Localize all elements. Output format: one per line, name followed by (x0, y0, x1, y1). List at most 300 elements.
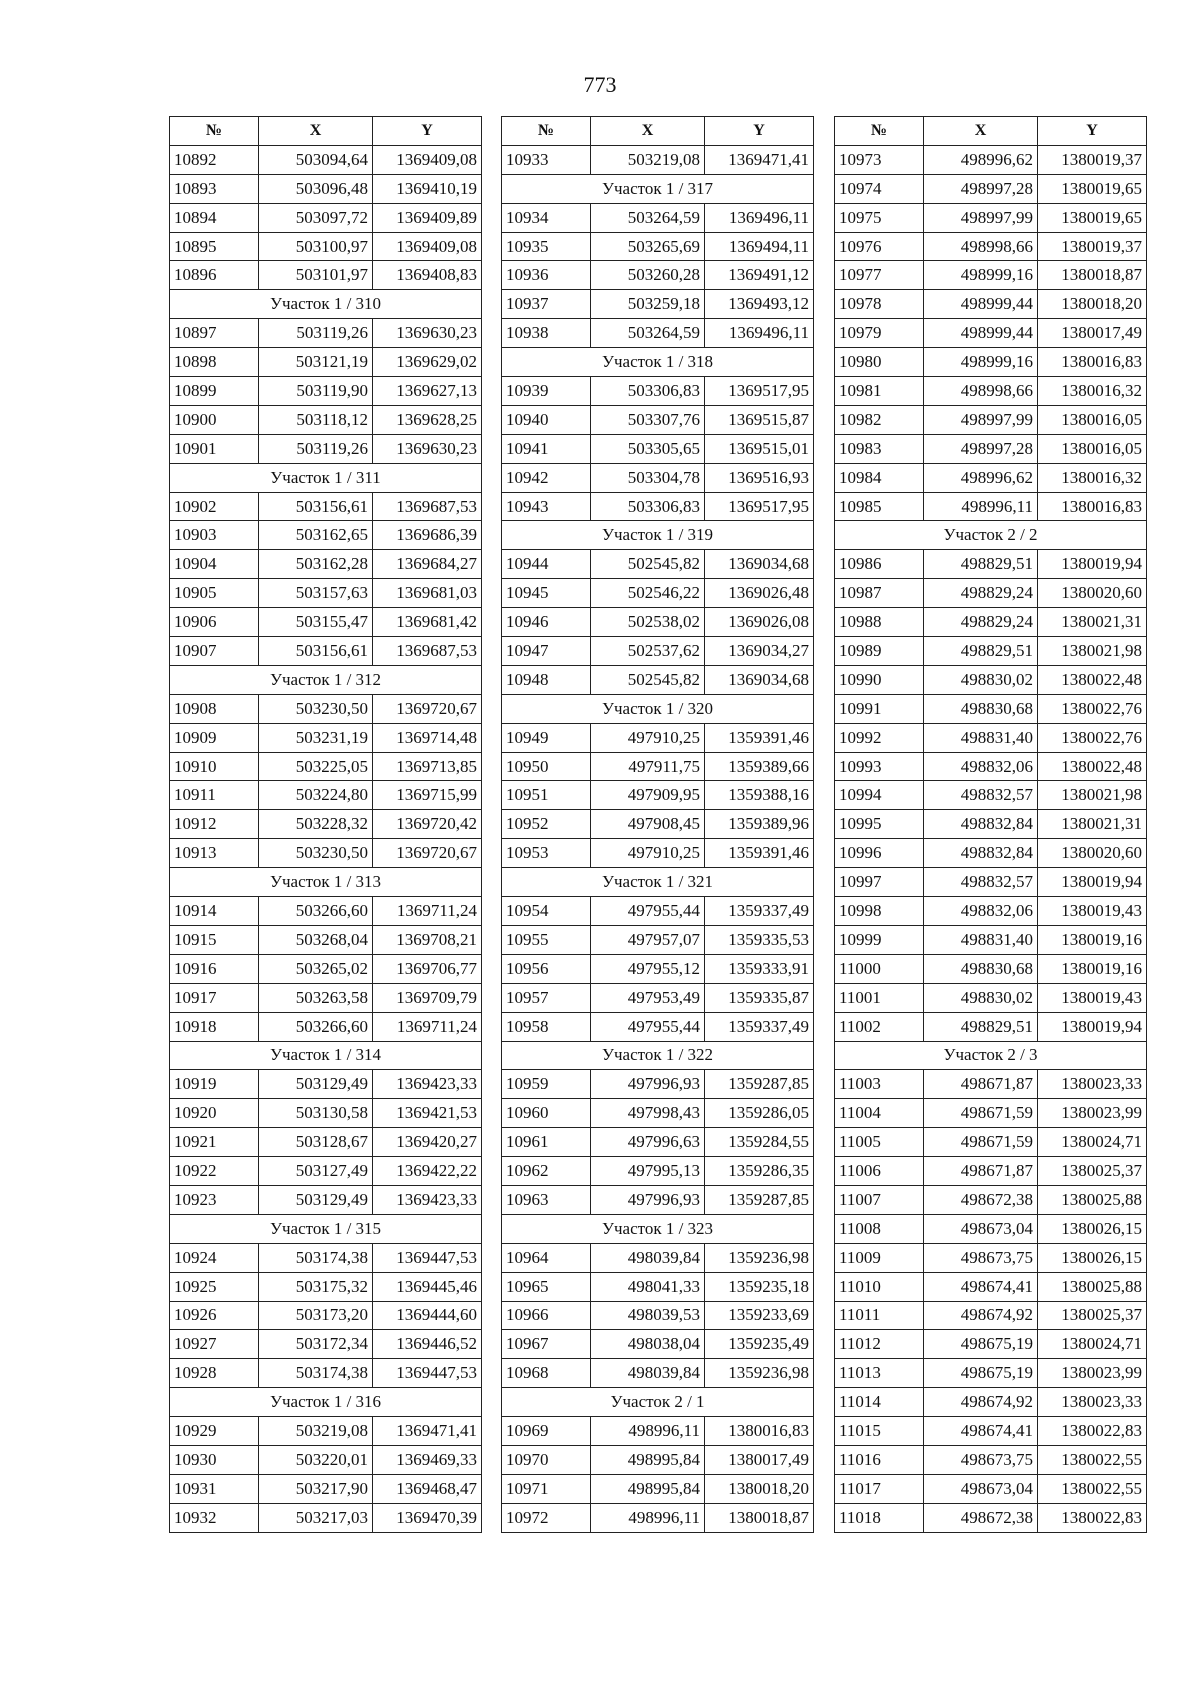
table-row (835, 897, 1147, 926)
x-coordinate: 503268,04 (259, 925, 373, 954)
x-coordinate: 503224,80 (259, 781, 373, 810)
x-coordinate: 498674,41 (924, 1417, 1038, 1446)
point-number: 10926 (170, 1301, 259, 1330)
table-row (502, 434, 814, 463)
table-row (170, 348, 482, 377)
x-coordinate: 498996,11 (591, 1417, 705, 1446)
y-coordinate: 1380019,43 (1038, 983, 1147, 1012)
y-coordinate: 1369630,23 (373, 319, 482, 348)
table-row (502, 550, 814, 579)
point-number: 10963 (502, 1185, 591, 1214)
table-row (835, 1185, 1147, 1214)
point-number: 11015 (835, 1417, 924, 1446)
table-row (170, 174, 482, 203)
x-coordinate: 502545,82 (591, 665, 705, 694)
x-coordinate: 502546,22 (591, 579, 705, 608)
x-coordinate: 503118,12 (259, 405, 373, 434)
table-row (835, 1070, 1147, 1099)
point-number: 10958 (502, 1012, 591, 1041)
y-coordinate: 1380021,31 (1038, 810, 1147, 839)
table-row (170, 1070, 482, 1099)
x-coordinate: 498671,59 (924, 1099, 1038, 1128)
table-row (170, 1012, 482, 1041)
point-number: 10893 (170, 174, 259, 203)
point-number: 10956 (502, 954, 591, 983)
point-number: 11004 (835, 1099, 924, 1128)
x-coordinate: 497996,93 (591, 1185, 705, 1214)
point-number: 10930 (170, 1445, 259, 1474)
y-coordinate: 1380016,83 (1038, 492, 1147, 521)
table-header-row (502, 117, 814, 146)
table-row (835, 1128, 1147, 1157)
x-coordinate: 498829,51 (924, 637, 1038, 666)
x-coordinate: 503228,32 (259, 810, 373, 839)
table-row (170, 1099, 482, 1128)
section-row (502, 1214, 814, 1243)
point-number: 10975 (835, 203, 924, 232)
y-coordinate: 1380020,60 (1038, 839, 1147, 868)
y-coordinate: 1380016,83 (705, 1417, 814, 1446)
point-number: 10997 (835, 868, 924, 897)
y-coordinate: 1369026,08 (705, 608, 814, 637)
x-coordinate: 503231,19 (259, 723, 373, 752)
x-coordinate: 503162,28 (259, 550, 373, 579)
x-coordinate: 503128,67 (259, 1128, 373, 1157)
y-coordinate: 1380021,31 (1038, 608, 1147, 637)
table-row (502, 1012, 814, 1041)
x-coordinate: 503172,34 (259, 1330, 373, 1359)
table-row (170, 1330, 482, 1359)
table-row (835, 261, 1147, 290)
y-coordinate: 1369720,42 (373, 810, 482, 839)
y-coordinate: 1380022,76 (1038, 694, 1147, 723)
point-number: 10914 (170, 897, 259, 926)
section-row (502, 868, 814, 897)
x-coordinate: 498671,87 (924, 1070, 1038, 1099)
point-number: 10977 (835, 261, 924, 290)
x-coordinate: 498996,62 (924, 145, 1038, 174)
table-row (502, 319, 814, 348)
table-row (502, 1474, 814, 1503)
x-coordinate: 503219,08 (259, 1417, 373, 1446)
table-row (835, 319, 1147, 348)
y-coordinate: 1380022,55 (1038, 1474, 1147, 1503)
y-coordinate: 1380018,87 (705, 1503, 814, 1532)
column-header-no: № (170, 117, 259, 146)
y-coordinate: 1359335,87 (705, 983, 814, 1012)
table-row (170, 897, 482, 926)
x-coordinate: 498829,51 (924, 550, 1038, 579)
x-coordinate: 498995,84 (591, 1474, 705, 1503)
table-row (835, 1474, 1147, 1503)
y-coordinate: 1369026,48 (705, 579, 814, 608)
section-row (502, 1388, 814, 1417)
y-coordinate: 1369471,41 (705, 145, 814, 174)
x-coordinate: 498832,84 (924, 810, 1038, 839)
table-row (835, 463, 1147, 492)
y-coordinate: 1369468,47 (373, 1474, 482, 1503)
point-number: 10894 (170, 203, 259, 232)
point-number: 10898 (170, 348, 259, 377)
table-row (170, 637, 482, 666)
table-row (502, 261, 814, 290)
y-coordinate: 1369409,89 (373, 203, 482, 232)
point-number: 11008 (835, 1214, 924, 1243)
section-title: Участок 1 / 321 (502, 868, 814, 897)
y-coordinate: 1359337,49 (705, 897, 814, 926)
point-number: 11005 (835, 1128, 924, 1157)
y-coordinate: 1369422,22 (373, 1157, 482, 1186)
x-coordinate: 498830,02 (924, 983, 1038, 1012)
point-number: 10971 (502, 1474, 591, 1503)
table-row (170, 1417, 482, 1446)
y-coordinate: 1359389,66 (705, 752, 814, 781)
point-number: 10905 (170, 579, 259, 608)
y-coordinate: 1380026,15 (1038, 1214, 1147, 1243)
column-header-y: Y (1038, 117, 1147, 146)
section-title: Участок 1 / 311 (170, 463, 482, 492)
y-coordinate: 1369446,52 (373, 1330, 482, 1359)
y-coordinate: 1369627,13 (373, 377, 482, 406)
y-coordinate: 1369423,33 (373, 1070, 482, 1099)
coordinates-table-2 (501, 116, 814, 1533)
table-row (835, 290, 1147, 319)
table-row (170, 377, 482, 406)
point-number: 10941 (502, 434, 591, 463)
y-coordinate: 1369496,11 (705, 203, 814, 232)
table-row (835, 1099, 1147, 1128)
table-row (835, 1272, 1147, 1301)
x-coordinate: 503266,60 (259, 897, 373, 926)
y-coordinate: 1380022,48 (1038, 752, 1147, 781)
x-coordinate: 498996,62 (924, 463, 1038, 492)
x-coordinate: 498039,53 (591, 1301, 705, 1330)
point-number: 10932 (170, 1503, 259, 1532)
x-coordinate: 503156,61 (259, 637, 373, 666)
section-title: Участок 1 / 322 (502, 1041, 814, 1070)
x-coordinate: 497996,63 (591, 1128, 705, 1157)
table-row (835, 781, 1147, 810)
table-header-row (170, 117, 482, 146)
y-coordinate: 1380025,37 (1038, 1301, 1147, 1330)
table-row (170, 405, 482, 434)
point-number: 11002 (835, 1012, 924, 1041)
table-row (835, 434, 1147, 463)
point-number: 10943 (502, 492, 591, 521)
table-row (502, 983, 814, 1012)
table-row (835, 810, 1147, 839)
x-coordinate: 498999,16 (924, 261, 1038, 290)
point-number: 10923 (170, 1185, 259, 1214)
point-number: 10983 (835, 434, 924, 463)
point-number: 10908 (170, 694, 259, 723)
point-number: 10994 (835, 781, 924, 810)
point-number: 10911 (170, 781, 259, 810)
table-row (835, 608, 1147, 637)
point-number: 10989 (835, 637, 924, 666)
table-row (502, 232, 814, 261)
table-row (502, 1099, 814, 1128)
y-coordinate: 1369493,12 (705, 290, 814, 319)
point-number: 10987 (835, 579, 924, 608)
point-number: 11016 (835, 1445, 924, 1474)
x-coordinate: 498672,38 (924, 1185, 1038, 1214)
table-row (170, 781, 482, 810)
table-row (835, 1012, 1147, 1041)
x-coordinate: 498674,92 (924, 1388, 1038, 1417)
table-row (502, 463, 814, 492)
table-row (502, 579, 814, 608)
point-number: 10934 (502, 203, 591, 232)
table-row (835, 637, 1147, 666)
point-number: 10900 (170, 405, 259, 434)
y-coordinate: 1369720,67 (373, 839, 482, 868)
y-coordinate: 1369706,77 (373, 954, 482, 983)
y-coordinate: 1359286,35 (705, 1157, 814, 1186)
y-coordinate: 1369409,08 (373, 232, 482, 261)
y-coordinate: 1369423,33 (373, 1185, 482, 1214)
point-number: 10950 (502, 752, 591, 781)
table-row (170, 521, 482, 550)
table-row (835, 868, 1147, 897)
y-coordinate: 1369471,41 (373, 1417, 482, 1446)
point-number: 10986 (835, 550, 924, 579)
table-row (502, 1272, 814, 1301)
table-row (502, 492, 814, 521)
table-row (835, 1359, 1147, 1388)
y-coordinate: 1359235,18 (705, 1272, 814, 1301)
y-coordinate: 1380019,43 (1038, 897, 1147, 926)
point-number: 10993 (835, 752, 924, 781)
y-coordinate: 1369410,19 (373, 174, 482, 203)
x-coordinate: 503121,19 (259, 348, 373, 377)
column-header-y: Y (373, 117, 482, 146)
point-number: 10892 (170, 145, 259, 174)
x-coordinate: 497910,25 (591, 723, 705, 752)
table-row (835, 1243, 1147, 1272)
point-number: 10942 (502, 463, 591, 492)
y-coordinate: 1369516,93 (705, 463, 814, 492)
table-row (835, 839, 1147, 868)
column-header-no: № (835, 117, 924, 146)
section-row (170, 665, 482, 694)
point-number: 10998 (835, 897, 924, 926)
table-row (502, 954, 814, 983)
x-coordinate: 498673,75 (924, 1243, 1038, 1272)
point-number: 10988 (835, 608, 924, 637)
y-coordinate: 1369470,39 (373, 1503, 482, 1532)
x-coordinate: 498039,84 (591, 1359, 705, 1388)
x-coordinate: 498996,11 (924, 492, 1038, 521)
point-number: 10899 (170, 377, 259, 406)
y-coordinate: 1380019,65 (1038, 203, 1147, 232)
table-row (502, 1359, 814, 1388)
y-coordinate: 1369630,23 (373, 434, 482, 463)
point-number: 11006 (835, 1157, 924, 1186)
x-coordinate: 503225,05 (259, 752, 373, 781)
table-row (835, 1417, 1147, 1446)
section-row (835, 1041, 1147, 1070)
table-row (835, 145, 1147, 174)
section-title: Участок 2 / 2 (835, 521, 1147, 550)
x-coordinate: 502545,82 (591, 550, 705, 579)
column-header-no: № (502, 117, 591, 146)
y-coordinate: 1369515,87 (705, 405, 814, 434)
section-title: Участок 1 / 317 (502, 174, 814, 203)
point-number: 10946 (502, 608, 591, 637)
x-coordinate: 503264,59 (591, 319, 705, 348)
y-coordinate: 1359391,46 (705, 723, 814, 752)
table-row (502, 723, 814, 752)
point-number: 10999 (835, 925, 924, 954)
y-coordinate: 1359389,96 (705, 810, 814, 839)
table-row (170, 839, 482, 868)
y-coordinate: 1380024,71 (1038, 1330, 1147, 1359)
y-coordinate: 1380019,65 (1038, 174, 1147, 203)
y-coordinate: 1359236,98 (705, 1359, 814, 1388)
point-number: 11007 (835, 1185, 924, 1214)
section-row (170, 290, 482, 319)
table-row (835, 174, 1147, 203)
point-number: 10951 (502, 781, 591, 810)
point-number: 10920 (170, 1099, 259, 1128)
table-row (502, 752, 814, 781)
table-row (835, 983, 1147, 1012)
x-coordinate: 503265,69 (591, 232, 705, 261)
table-row (502, 203, 814, 232)
point-number: 11001 (835, 983, 924, 1012)
x-coordinate: 498830,68 (924, 954, 1038, 983)
x-coordinate: 498675,19 (924, 1359, 1038, 1388)
x-coordinate: 503217,03 (259, 1503, 373, 1532)
table-row (835, 1301, 1147, 1330)
section-title: Участок 1 / 320 (502, 694, 814, 723)
table-row (170, 1359, 482, 1388)
section-row (502, 694, 814, 723)
y-coordinate: 1369711,24 (373, 1012, 482, 1041)
table-row (170, 1243, 482, 1272)
x-coordinate: 503094,64 (259, 145, 373, 174)
point-number: 10966 (502, 1301, 591, 1330)
x-coordinate: 498675,19 (924, 1330, 1038, 1359)
x-coordinate: 498830,02 (924, 665, 1038, 694)
table-row (502, 637, 814, 666)
x-coordinate: 497996,93 (591, 1070, 705, 1099)
y-coordinate: 1369629,02 (373, 348, 482, 377)
table-row (502, 290, 814, 319)
x-coordinate: 503157,63 (259, 579, 373, 608)
y-coordinate: 1369517,95 (705, 492, 814, 521)
table-row (170, 694, 482, 723)
point-number: 10916 (170, 954, 259, 983)
table-row (170, 1301, 482, 1330)
table-row (835, 1330, 1147, 1359)
x-coordinate: 503264,59 (591, 203, 705, 232)
point-number: 10921 (170, 1128, 259, 1157)
table-row (170, 261, 482, 290)
section-row (170, 868, 482, 897)
x-coordinate: 498996,11 (591, 1503, 705, 1532)
point-number: 10979 (835, 319, 924, 348)
point-number: 10973 (835, 145, 924, 174)
table-row (170, 752, 482, 781)
point-number: 10970 (502, 1445, 591, 1474)
x-coordinate: 498830,68 (924, 694, 1038, 723)
point-number: 10907 (170, 637, 259, 666)
y-coordinate: 1369714,48 (373, 723, 482, 752)
x-coordinate: 502537,62 (591, 637, 705, 666)
y-coordinate: 1380019,37 (1038, 145, 1147, 174)
point-number: 10952 (502, 810, 591, 839)
x-coordinate: 498038,04 (591, 1330, 705, 1359)
y-coordinate: 1359391,46 (705, 839, 814, 868)
section-title: Участок 1 / 323 (502, 1214, 814, 1243)
section-title: Участок 1 / 316 (170, 1388, 482, 1417)
table-row (170, 983, 482, 1012)
y-coordinate: 1380019,94 (1038, 1012, 1147, 1041)
x-coordinate: 503230,50 (259, 694, 373, 723)
table-row (835, 348, 1147, 377)
point-number: 10903 (170, 521, 259, 550)
table-header-row (835, 117, 1147, 146)
x-coordinate: 503096,48 (259, 174, 373, 203)
section-row (170, 463, 482, 492)
point-number: 10944 (502, 550, 591, 579)
table-row (502, 1445, 814, 1474)
table-row (835, 1214, 1147, 1243)
x-coordinate: 503127,49 (259, 1157, 373, 1186)
table-row (170, 492, 482, 521)
x-coordinate: 502538,02 (591, 608, 705, 637)
x-coordinate: 498832,84 (924, 839, 1038, 868)
x-coordinate: 498671,59 (924, 1128, 1038, 1157)
column-header-y: Y (705, 117, 814, 146)
point-number: 10913 (170, 839, 259, 868)
table-row (502, 897, 814, 926)
y-coordinate: 1359236,98 (705, 1243, 814, 1272)
table-row (170, 925, 482, 954)
y-coordinate: 1380016,32 (1038, 463, 1147, 492)
section-title: Участок 1 / 310 (170, 290, 482, 319)
section-row (502, 174, 814, 203)
point-number: 11013 (835, 1359, 924, 1388)
table-row (170, 434, 482, 463)
y-coordinate: 1380023,99 (1038, 1099, 1147, 1128)
section-title: Участок 1 / 318 (502, 348, 814, 377)
table-row (502, 781, 814, 810)
x-coordinate: 498674,92 (924, 1301, 1038, 1330)
y-coordinate: 1380022,76 (1038, 723, 1147, 752)
y-coordinate: 1359287,85 (705, 1070, 814, 1099)
y-coordinate: 1369447,53 (373, 1359, 482, 1388)
y-coordinate: 1380019,37 (1038, 232, 1147, 261)
x-coordinate: 497955,44 (591, 897, 705, 926)
x-coordinate: 498673,04 (924, 1474, 1038, 1503)
x-coordinate: 498673,75 (924, 1445, 1038, 1474)
point-number: 10984 (835, 463, 924, 492)
section-title: Участок 1 / 315 (170, 1214, 482, 1243)
point-number: 10972 (502, 1503, 591, 1532)
x-coordinate: 498998,66 (924, 377, 1038, 406)
x-coordinate: 497995,13 (591, 1157, 705, 1186)
point-number: 11000 (835, 954, 924, 983)
point-number: 10909 (170, 723, 259, 752)
y-coordinate: 1380019,16 (1038, 954, 1147, 983)
x-coordinate: 498999,44 (924, 290, 1038, 319)
point-number: 10915 (170, 925, 259, 954)
point-number: 10974 (835, 174, 924, 203)
y-coordinate: 1359286,05 (705, 1099, 814, 1128)
